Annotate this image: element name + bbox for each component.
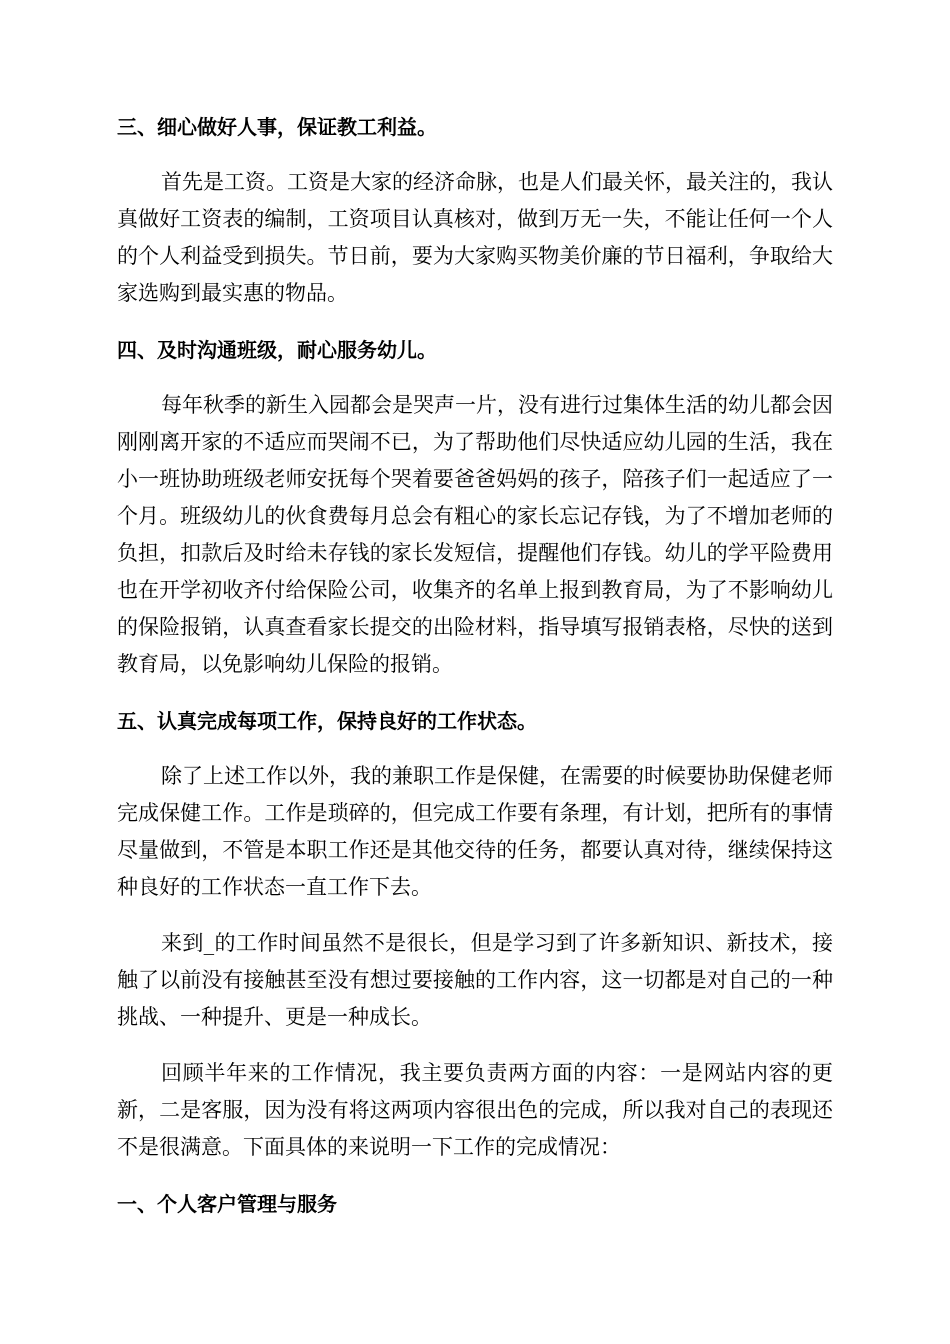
section-heading-5: 五、认真完成每项工作，保持良好的工作状态。 bbox=[117, 709, 537, 733]
paragraph-salary: 首先是工资。工资是大家的经济命脉，也是人们最关怀，最关注的，我认真做好工资表的编制，工资项目认真核对，做到万无一失，不能让任何一个人的个人利益受到损失。节日前，要为大家购买物美价廉的节日福利，争取给大家选购到最实惠的物品。 bbox=[117, 170, 833, 305]
paragraph-class-communication: 每年秋季的新生入园都会是哭声一片，没有进行过集体生活的幼儿都会因刚刚离开家的不适应而哭闹不已，为了帮助他们尽快适应幼儿园的生活，我在小一班协助班级老师安抚每个哭着要爸爸妈妈的孩子，陪孩子们一起适应了一个月。班级幼儿的伙食费每月总会有粗心的家长忘记存钱，为了不增加老师的负担，扣款后及时给未存钱的家长发短信，提醒他们存钱。幼儿的学平险费用也在开学初收齐付给保险公司，收集齐的名单上报到教育局，为了不影响幼儿的保险报销，认真查看家长提交的出险材料，指导填写报销表格，尽快的送到教育局，以免影响幼儿保险的报销。 bbox=[117, 393, 833, 676]
section-heading-1: 一、个人客户管理与服务 bbox=[117, 1192, 337, 1216]
document-page bbox=[117, 108, 833, 1223]
paragraph-growth: 来到_的工作时间虽然不是很长，但是学习到了许多新知识、新技术，接触了以前没有接触甚至没有想过要接触的工作内容，这一切都是对自己的一种挑战、一种提升、更是一种成长。 bbox=[117, 931, 833, 1029]
paragraph-health-work: 除了上述工作以外，我的兼职工作是保健，在需要的时候要协助保健老师完成保健工作。工作是琐碎的，但完成工作要有条理，有计划，把所有的事情尽量做到，不管是本职工作还是其他交待的任务，都要认真对待，继续保持这种良好的工作状态一直工作下去。 bbox=[117, 764, 833, 899]
paragraph-review: 回顾半年来的工作情况，我主要负责两方面的内容：一是网站内容的更新，二是客服，因为没有将这两项内容很出色的完成，所以我对自己的表现还不是很满意。下面具体的来说明一下工作的完成情况： bbox=[117, 1061, 833, 1159]
section-heading-3: 三、细心做好人事，保证教工利益。 bbox=[117, 115, 437, 139]
section-heading-4: 四、及时沟通班级，耐心服务幼儿。 bbox=[117, 338, 437, 362]
